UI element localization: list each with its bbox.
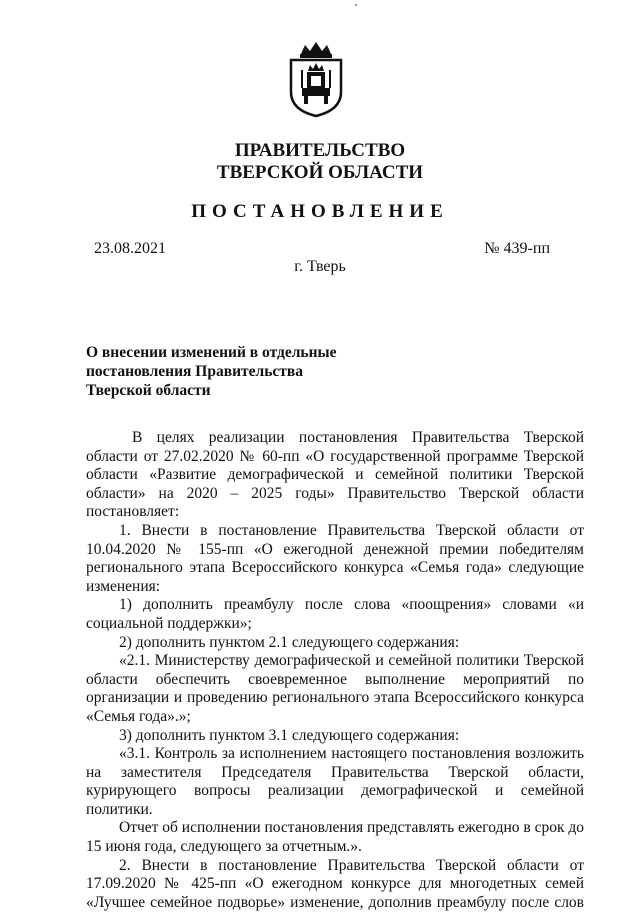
document-body xyxy=(86,429,584,912)
coat-of-arms-icon xyxy=(285,40,347,118)
paragraph-item-2: 2. Внести в постановление Правительства Тверской области от 17.09.2020 № 425-пп «О ежегодном конкурсе для многодетных семей «Лучшее семейное подворье» изменение, дополнив преамбулу после слов xyxy=(86,856,584,911)
paragraph-quote-2-1: «2.1. Министерству демографической и семейной политики Тверской области обеспечить своевременное выполнение мероприятий по организации и проведению регионального этапа Всероссийского конкурса «Семья года».»; xyxy=(86,652,584,725)
scan-dot xyxy=(355,4,357,6)
document-number: № 439-пп xyxy=(484,240,550,257)
paragraph-subitem-2: 2) дополнить пунктом 2.1 следующего содержания: xyxy=(119,633,460,651)
paragraph-preamble: В целях реализации постановления Правительства Тверской области от 27.02.2020 № 60-пп «О государственной программе Тверской области «Развитие демографической и семейной политики Тверской области» на 2020 – 2025 годы» Правительство Тверской области постановляет: xyxy=(86,429,584,521)
paragraph-subitem-1: 1) дополнить преамбулу после слова «поощрения» словами «и социальной поддержки»; xyxy=(86,596,584,632)
document-subject xyxy=(86,343,337,400)
subject-line: О внесении изменений в отдельные xyxy=(86,344,337,361)
paragraph-subitem-3: 3) дополнить пунктом 3.1 следующего содержания: xyxy=(119,726,460,744)
document-type: ПОСТАНОВЛЕНИЕ xyxy=(191,201,449,222)
subject-line: постановления Правительства xyxy=(86,363,303,380)
paragraph-quote-3-1: «3.1. Контроль за исполнением настоящего постановления возложить на заместителя Председателя Правительства Тверской области, курирующего вопросы реализации демографической и семейной политики. xyxy=(86,745,584,818)
paragraph-item-1: 1. Внести в постановление Правительства Тверской области от 10.04.2020 № 155-пп «О ежегодной денежной премии победителям регионального этапа Всероссийского конкурса «Семья года» следующие изменения: xyxy=(86,521,584,595)
document-city: г. Тверь xyxy=(294,258,346,275)
org-name-line1: ПРАВИТЕЛЬСТВО xyxy=(234,140,406,161)
subject-line: Тверской области xyxy=(86,382,211,399)
org-name-line2: ТВЕРСКОЙ ОБЛАСТИ xyxy=(216,162,424,183)
paragraph-report: Отчет об исполнении постановления представлять ежегодно в срок до 15 июня года, следующего за отчетным.». xyxy=(86,819,584,856)
document-date: 23.08.2021 xyxy=(94,240,166,257)
